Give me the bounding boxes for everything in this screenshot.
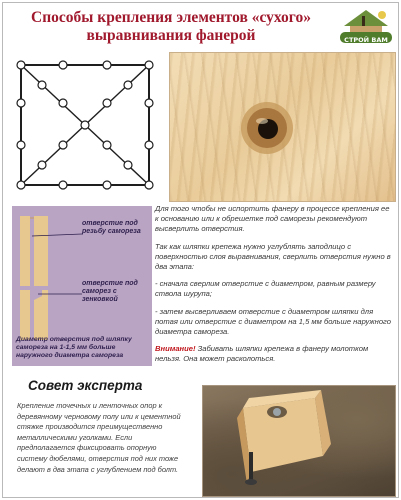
- label-countersink-hole: отверстие под саморез с зенковкой: [82, 280, 138, 303]
- warning-word: Внимание!: [155, 344, 196, 354]
- warning-text: Забивать шляпки крепежа в фанеру молотком нельзя. Она может расколоться.: [155, 344, 369, 364]
- expert-advice-text: Крепление точечных и ленточных опор к деревянному черновому полу или к цементной стяжке производится преимущественно металлическими уголками. Если предполагается фиксировать опорную систему дюбелями, отверстия под них тоже делают в два этапа с углублением под болт.: [17, 401, 181, 474]
- house-logo-icon: [338, 6, 394, 56]
- plywood-hole-photo: [169, 52, 396, 202]
- wooden-block-photo: [202, 385, 396, 497]
- logo-text: СТРОЙ ВАМ: [344, 36, 388, 44]
- site-logo: [338, 6, 394, 56]
- expert-advice-title: Совет эксперта: [28, 378, 143, 393]
- countersink-hole-icon: [170, 53, 395, 201]
- diagram-caption: Диаметр отверстия под шляпку самореза на 1-1,5 мм больше наружного диаметра самореза: [16, 336, 132, 359]
- paragraph-two-stage: Так как шляпки крепежа нужно углублять заподлицо с поверхностью слоя выравнивания, сверлить отверстия нужно в два этапа:: [155, 241, 391, 272]
- instructions-text: [155, 204, 391, 372]
- paragraph-step-2: - затем высверливаем отверстие с диаметром шляпки для потая или отверстие с диаметром на 1,5 мм больше наружного диаметра самореза.: [155, 306, 391, 337]
- paragraph-step-1: - сначала сверлим отверстие с диаметром, равным размеру ствола шурупа;: [155, 279, 376, 299]
- fastening-scheme-diagram: [11, 55, 161, 197]
- label-thread-hole: отверстие под резьбу самореза: [82, 220, 141, 235]
- warning-paragraph: [155, 344, 391, 364]
- page-title: Способы крепления элементов «сухого» выравнивания фанерой: [31, 9, 311, 44]
- paragraph-intro: Для того чтобы не испортить фанеру в процессе крепления ее к основанию или к обрешетке под саморезы рекомендуют высверлить отверстия.: [155, 204, 390, 234]
- screw-hole-section-diagram: [12, 206, 152, 366]
- infographic-frame: [2, 2, 399, 498]
- wooden-support-icon: [203, 386, 395, 496]
